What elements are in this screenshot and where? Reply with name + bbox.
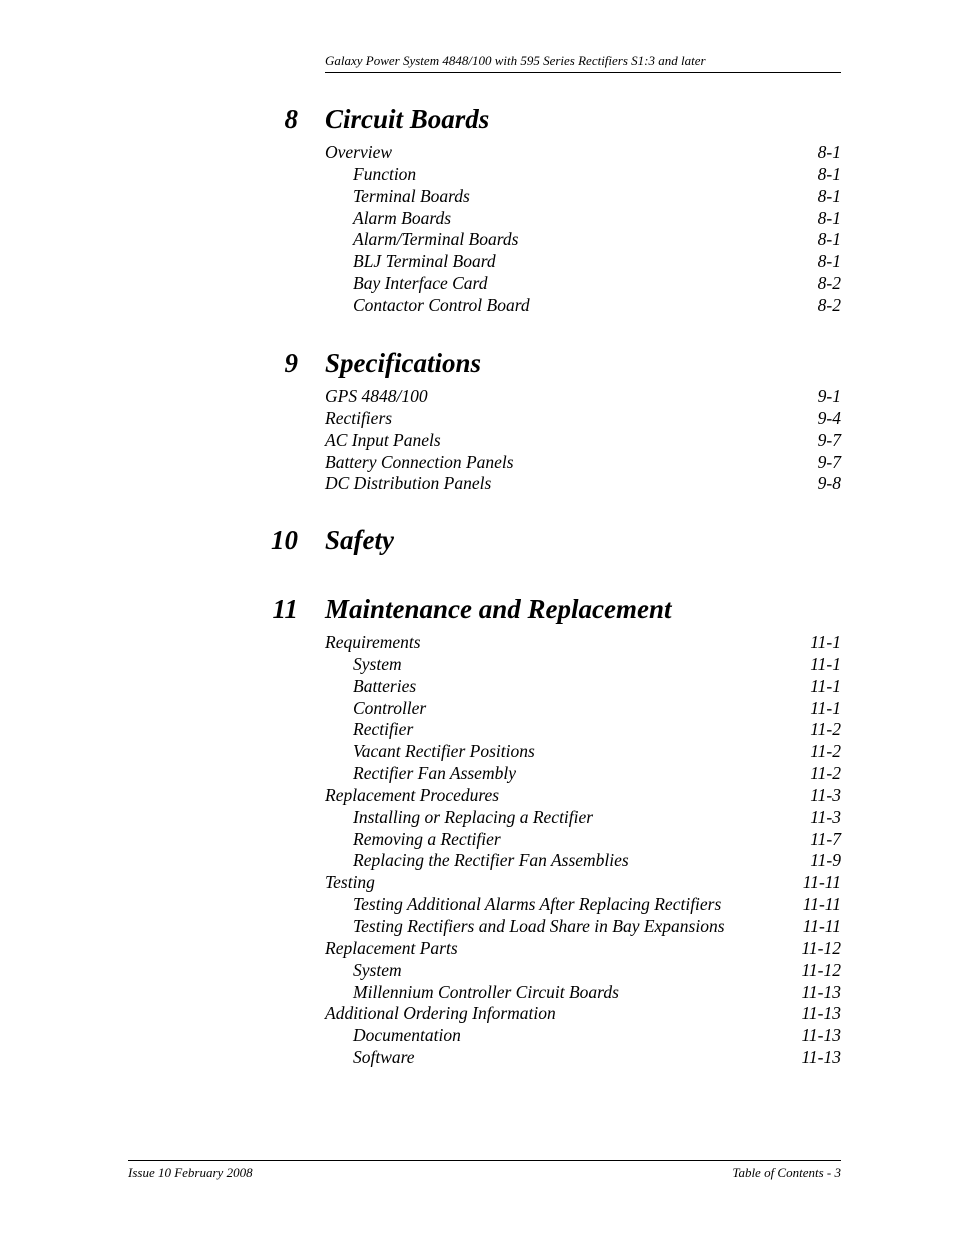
toc-entry-label: Batteries — [353, 675, 417, 696]
toc-entry[interactable] — [325, 164, 841, 186]
toc-entry-page: 11-13 — [801, 981, 841, 1002]
toc-entry[interactable] — [325, 295, 841, 317]
toc-entry-label: Contactor Control Board — [353, 294, 530, 315]
toc-entry[interactable] — [325, 430, 841, 452]
toc-entry[interactable] — [325, 916, 841, 938]
toc-entry-page: 8-1 — [817, 163, 841, 184]
toc-entry-label: Testing Rectifiers and Load Share in Bay Expansions — [353, 915, 725, 936]
toc-entry-label: Replacement Procedures — [325, 784, 500, 805]
running-header: Galaxy Power System 4848/100 with 595 Series Rectifiers S1:3 and later — [325, 52, 841, 73]
toc-entry-label: Additional Ordering Information — [325, 1003, 556, 1024]
toc-entry-label: Millennium Controller Circuit Boards — [353, 981, 619, 1002]
toc-entry-label: Documentation — [353, 1025, 461, 1046]
toc-entry-page: 11-1 — [810, 697, 841, 718]
toc-entry-label: Removing a Rectifier — [353, 828, 501, 849]
toc-entry[interactable] — [325, 676, 841, 698]
toc-entry-page: 11-11 — [802, 872, 841, 893]
toc-entry[interactable] — [325, 960, 841, 982]
toc-entry-page: 9-4 — [817, 407, 841, 428]
toc-entry-page: 11-2 — [810, 741, 841, 762]
toc-entry-label: Vacant Rectifier Positions — [353, 741, 535, 762]
toc-entry-label: Testing Additional Alarms After Replacing Rectifiers — [353, 894, 722, 915]
toc-entry-page: 11-13 — [801, 1047, 841, 1068]
toc-entry-page: 11-9 — [810, 850, 841, 871]
toc-entry[interactable] — [325, 386, 841, 408]
toc-entry[interactable] — [325, 698, 841, 720]
chapter-entry-list — [325, 142, 841, 317]
toc-entry-label: Alarm/Terminal Boards — [353, 229, 519, 250]
toc-entry-page: 8-1 — [817, 142, 841, 162]
toc-entry-label: Rectifier Fan Assembly — [353, 763, 516, 784]
chapter-title: Circuit Boards — [325, 104, 490, 134]
toc-entry-page: 11-2 — [810, 719, 841, 740]
toc-entry-label: Terminal Boards — [353, 185, 470, 206]
toc-entry[interactable] — [325, 763, 841, 785]
toc-entry[interactable] — [325, 632, 841, 654]
toc-entry-label: Alarm Boards — [353, 207, 452, 228]
toc-entry[interactable] — [325, 452, 841, 474]
chapter-number: 11 — [272, 594, 298, 624]
toc-entry[interactable] — [325, 719, 841, 741]
toc-entry-page: 8-1 — [817, 185, 841, 206]
toc-entry-label: Rectifiers — [325, 407, 393, 428]
toc-entry[interactable] — [325, 938, 841, 960]
toc-entry[interactable] — [325, 741, 841, 763]
toc-entry-label: AC Input Panels — [325, 429, 441, 450]
toc-entry-page: 9-7 — [817, 451, 841, 472]
toc-entry-page: 11-2 — [810, 763, 841, 784]
toc-entry-label: Software — [353, 1047, 415, 1068]
toc-entry-label: Rectifier — [353, 719, 414, 740]
toc-entry-label: Replacement Parts — [325, 937, 458, 958]
chapter-title: Specifications — [325, 348, 481, 378]
toc-entry[interactable] — [325, 273, 841, 295]
toc-entry-label: Requirements — [325, 632, 421, 652]
toc-entry-label: GPS 4848/100 — [325, 386, 428, 406]
toc-entry-page: 9-8 — [817, 473, 841, 494]
toc-entry-label: DC Distribution Panels — [325, 473, 492, 494]
toc-entry-page: 9-1 — [817, 386, 841, 406]
chapter-number: 8 — [284, 104, 298, 134]
toc-entry-label: Replacing the Rectifier Fan Assemblies — [353, 850, 629, 871]
chapter-number: 10 — [271, 525, 298, 555]
toc-entry[interactable] — [325, 654, 841, 676]
toc-entry-label: Controller — [353, 697, 427, 718]
footer-page-label: Table of Contents - 3 — [732, 1165, 841, 1180]
toc-entry-label: Bay Interface Card — [353, 273, 488, 294]
page-footer — [128, 1160, 841, 1180]
toc-entry[interactable] — [325, 251, 841, 273]
toc-entry-label: Testing — [325, 872, 375, 893]
footer-issue-date: Issue 10 February 2008 — [128, 1165, 253, 1180]
toc-entry-page: 11-3 — [810, 806, 841, 827]
chapter-title: Safety — [325, 525, 394, 555]
toc-entry-label: Function — [353, 163, 417, 184]
toc-entry[interactable] — [325, 1025, 841, 1047]
toc-entry[interactable] — [325, 829, 841, 851]
chapter-title: Maintenance and Replacement — [325, 594, 672, 624]
toc-entry-page: 8-1 — [817, 251, 841, 272]
toc-entry[interactable] — [325, 208, 841, 230]
toc-entry[interactable] — [325, 408, 841, 430]
toc-entry-page: 11-1 — [810, 653, 841, 674]
toc-entry[interactable] — [325, 1047, 841, 1069]
toc-entry[interactable] — [325, 894, 841, 916]
toc-entry-page: 11-12 — [801, 937, 841, 958]
chapter-entry-list — [325, 386, 841, 495]
toc-entry-label: Battery Connection Panels — [325, 451, 514, 472]
toc-entry-page: 11-12 — [801, 959, 841, 980]
toc-entry[interactable] — [325, 785, 841, 807]
toc-entry-page: 11-1 — [810, 675, 841, 696]
toc-entry-page: 8-2 — [817, 294, 841, 315]
toc-entry-page: 11-11 — [802, 894, 841, 915]
toc-entry-page: 8-1 — [817, 207, 841, 228]
toc-entry[interactable] — [325, 850, 841, 872]
toc-entry-page: 11-7 — [810, 828, 841, 849]
toc-entry-page: 11-13 — [801, 1025, 841, 1046]
toc-entry[interactable] — [325, 872, 841, 894]
toc-entry[interactable] — [325, 142, 841, 164]
toc-entry-label: Installing or Replacing a Rectifier — [353, 806, 594, 827]
chapter-entry-list — [325, 632, 841, 1069]
toc-entry-page: 11-13 — [801, 1003, 841, 1024]
toc-entry-page: 11-11 — [802, 915, 841, 936]
toc-entry[interactable] — [325, 1003, 841, 1025]
toc-entry-page: 8-2 — [817, 273, 841, 294]
toc-entry-label: System — [353, 959, 402, 980]
toc-entry[interactable] — [325, 807, 841, 829]
toc-entry-page: 8-1 — [817, 229, 841, 250]
toc-entry-label: System — [353, 653, 402, 674]
toc-entry-label: BLJ Terminal Board — [353, 251, 496, 272]
toc-entry-page: 9-7 — [817, 429, 841, 450]
toc-entry[interactable] — [325, 473, 841, 495]
toc-entry-label: Overview — [325, 142, 393, 162]
toc-entry-page: 11-1 — [810, 632, 841, 652]
toc-entry-page: 11-3 — [810, 784, 841, 805]
toc-entry[interactable] — [325, 982, 841, 1004]
chapter-number: 9 — [284, 348, 298, 378]
toc-entry[interactable] — [325, 229, 841, 251]
toc-entry[interactable] — [325, 186, 841, 208]
